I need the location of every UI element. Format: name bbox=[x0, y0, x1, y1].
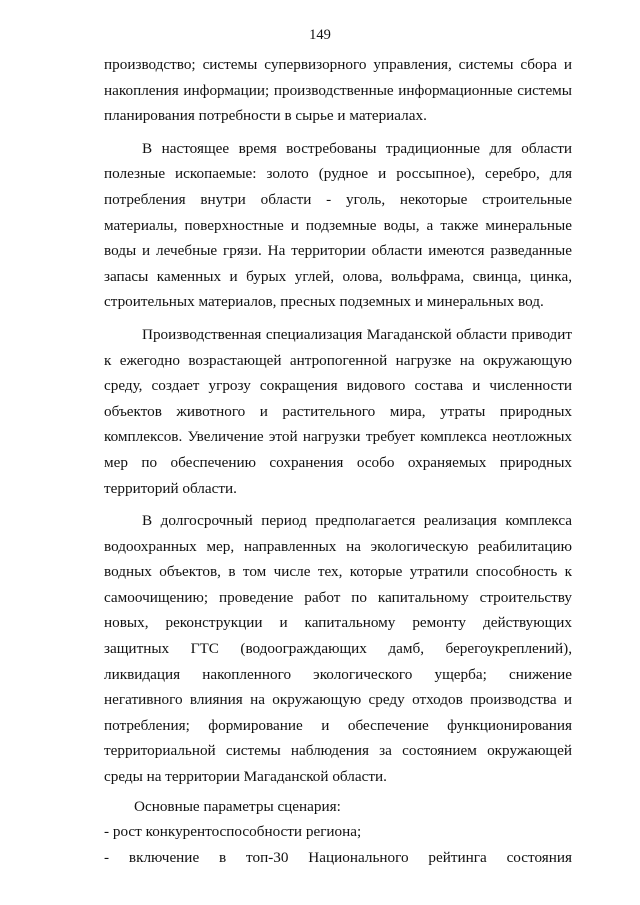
paragraph-3: Производственная специализация Магаданской области приводит к ежегодно возрастающей антропогенной нагрузке на окружающую среду, создает угрозу сокращения видового состава и численности объектов животного и растительного мира, утраты природных комплексов. Увеличение этой нагрузки требует комплекса неотложных мер по обеспечению сохранения особо охраняемых природных территорий области. bbox=[104, 325, 572, 497]
paragraph-2: В настоящее время востребованы традиционные для области полезные ископаемые: золото (рудное и россыпное), серебро, для потребления внутри области - уголь, некоторые строительные материалы, поверхностные и подземные воды, а также минеральные воды и лечебные грязи. На территории области имеются разведанные запасы каменных и бурых углей, олова, вольфрама, свинца, цинка, строительных материалов, пресных подземных и минеральных вод. bbox=[104, 139, 572, 311]
scenario-heading: Основные параметры сценария: bbox=[134, 797, 341, 815]
list-item-1: - рост конкурентоспособности региона; bbox=[104, 823, 362, 841]
page-number: 149 bbox=[309, 27, 331, 43]
paragraph-4: В долгосрочный период предполагается реализация комплекса водоохранных мер, направленных на экологическую реабилитацию водных объектов, в том числе тех, которые утратили способность к самоочищению; проведение работ по капитальному строительству новых, реконструкции и капитальному ремонту действующих защитных ГТС (водоограждающих дамб, берегоукреплений), ликвидация накопленного экологического ущерба; снижение негативного влияния на окружающую среду отходов производства и потребления; формирование и обеспечение функционирования территориальной системы наблюдения за состоянием окружающей среды на территории Магаданской области. bbox=[104, 512, 572, 786]
list-item-2: - включение в топ-30 Национального рейтинга состояния bbox=[104, 848, 572, 866]
paragraph-1: производство; системы супервизорного управления, системы сбора и накопления информации; производственные информационные системы планирования потребности в сырье и материалах. bbox=[104, 56, 572, 125]
document-body bbox=[104, 52, 572, 870]
